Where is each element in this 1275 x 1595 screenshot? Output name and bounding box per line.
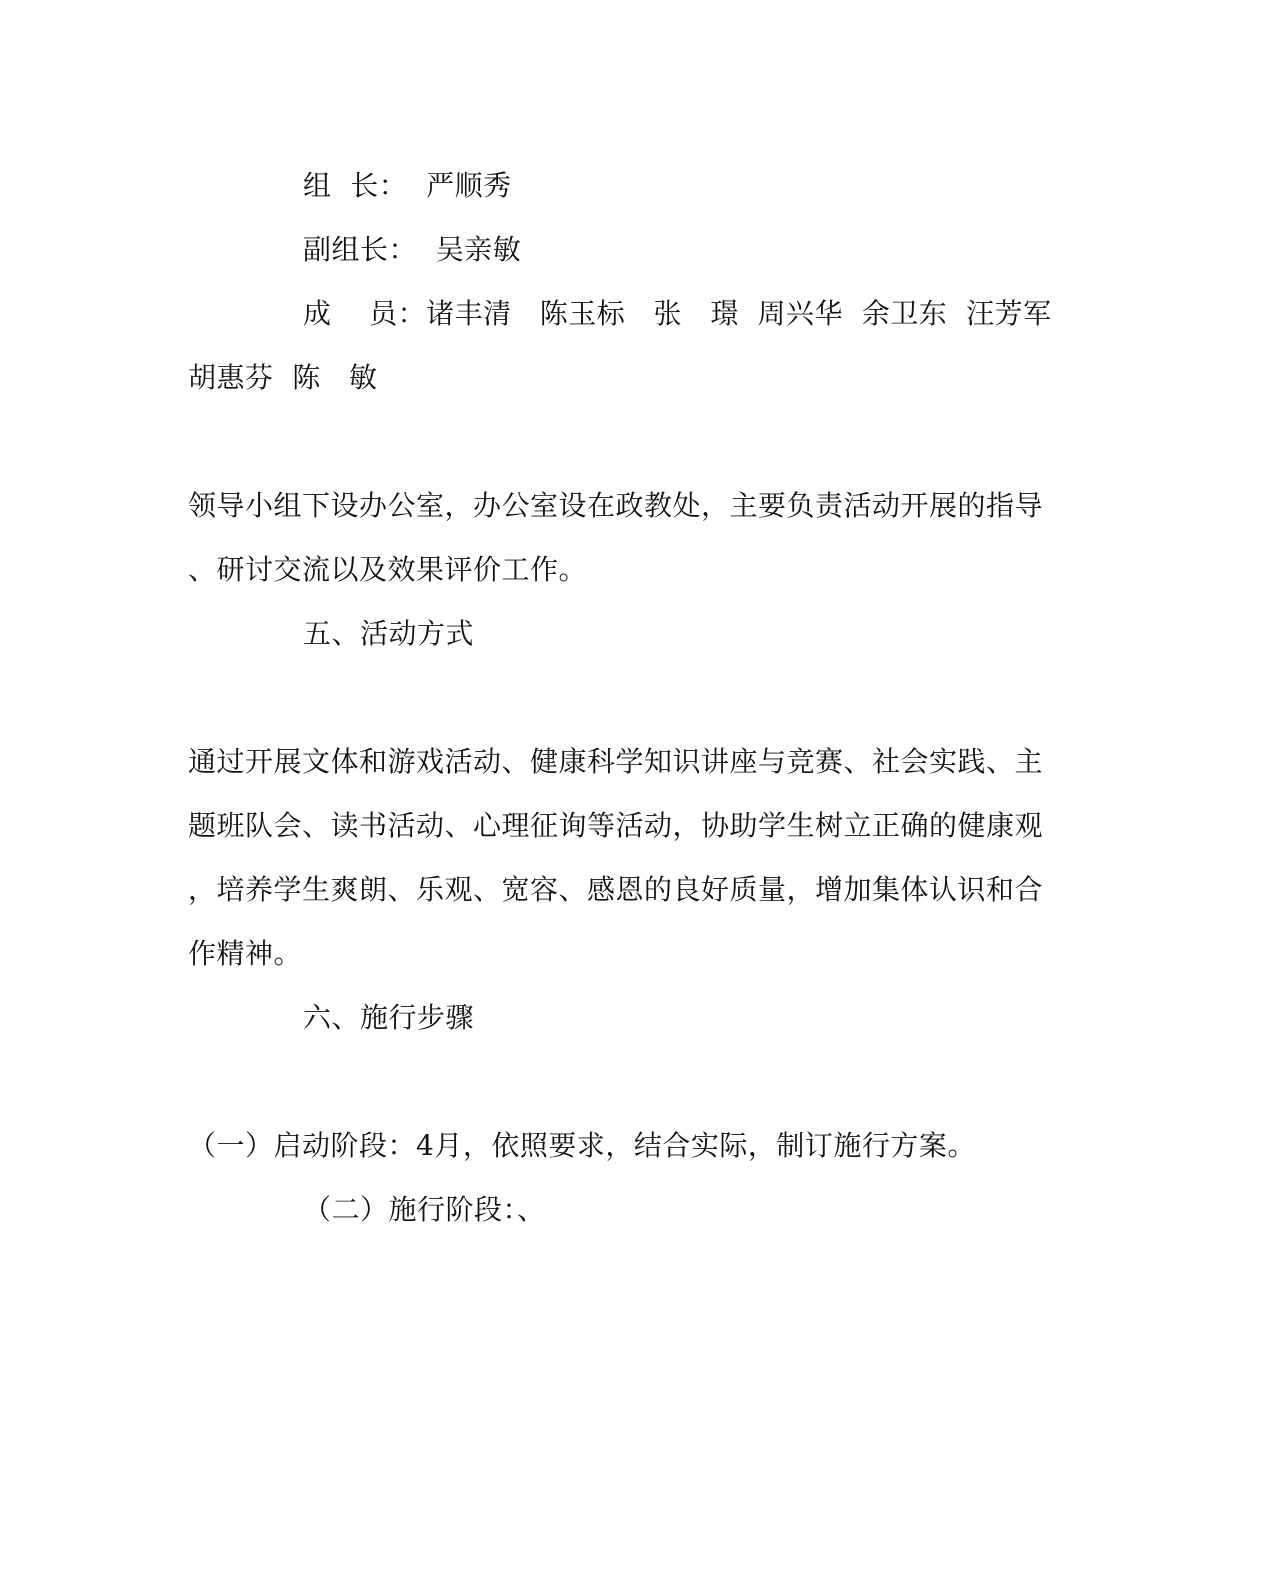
method-paragraph-line: 题班队会、读书活动、心理征询等活动，协助学生树立正确的健康观 bbox=[188, 809, 1044, 842]
office-paragraph-line: 领导小组下设办公室，办公室设在政教处，主要负责活动开展的指导 bbox=[188, 489, 1044, 522]
section-heading: 五、活动方式 bbox=[303, 617, 475, 650]
step-item: （一）启动阶段：4月，依照要求，结合实际，制订施行方案。 bbox=[188, 1129, 976, 1162]
leader-line: 组 长： 严顺秀 bbox=[303, 169, 512, 202]
vice-leader-line: 副组长： 吴亲敏 bbox=[303, 233, 522, 266]
method-paragraph-line: ，培养学生爽朗、乐观、宽容、感恩的良好质量，增加集体认识和合 bbox=[188, 873, 1044, 906]
method-paragraph-line: 作精神。 bbox=[188, 937, 303, 970]
method-paragraph-line: 通过开展文体和游戏活动、健康科学知识讲座与竞赛、社会实践、主 bbox=[188, 745, 1044, 778]
members-line-continued: 胡惠芬 陈 敏 bbox=[188, 361, 378, 394]
section-heading: 六、施行步骤 bbox=[303, 1001, 475, 1034]
office-paragraph-line: 、研讨交流以及效果评价工作。 bbox=[188, 553, 588, 586]
step-item: （二）施行阶段：、 bbox=[303, 1193, 546, 1226]
members-line: 成 员：诸丰清 陈玉标 张 璟 周兴华 余卫东 汪芳军 bbox=[303, 297, 1052, 330]
